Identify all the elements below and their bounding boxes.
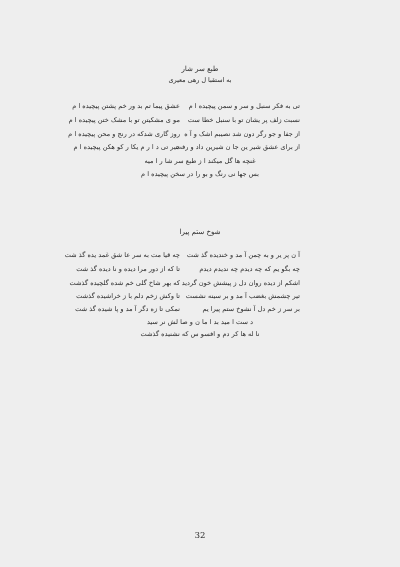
page-number: 32 — [194, 531, 206, 541]
poem1-closing-line: غنچه ها گل میکند ا ز طبع سر شا ر ا میه — [144, 157, 256, 165]
poem1-verse-right: تی به فکر سنبل و سر و سمن پیچیده ا م — [188, 102, 300, 110]
poem2-verse-left: تا وکش زخم دلم با ز خراشیده گذشت — [76, 292, 180, 300]
poem2-closing-line: د ست ا مید بد ا ما ن و صا لش نر سید — [146, 318, 254, 326]
poem2-verse-right: چه بگو یم که چه دیدم چه ندیدم دیدم — [199, 265, 300, 273]
poem1-title: طبع سر شار — [181, 65, 219, 73]
poem2-verse-right: بر سر ز خم دل آ نشوخ ستم پیرا یم — [202, 305, 300, 313]
poem2-closing-line: نا له ها کر دم و افسو س که نشنیده گذشت — [140, 330, 260, 338]
poem2-title: شوخ ستم پیرا — [179, 228, 221, 236]
poem1-verse-left: مو ی مشکیتن تو با مشک ختن پیچیده ا م — [68, 116, 180, 124]
poem1-verse-left: حیر تی د ا ر م یکا ر کو هکن پیچیده ا م — [73, 143, 180, 151]
poem2-verse-left: چه قیا مت به سر عا شق غمد یده گذ شت — [64, 251, 180, 259]
poem2-verse-left: نمکی تا زه دگر آ مد و پا شیده گذ شت — [75, 305, 180, 313]
poem1-verse-right: از جفا و جو رگر دون شد نصیبم اشک و آ ه — [184, 130, 300, 138]
poem1-subtitle: به استقبا ل رهی معیری — [168, 76, 232, 84]
poem2-verse-right: اشکم از دیده روان دل ز پیشش خون گردید — [181, 279, 300, 287]
poem2-verse-left: تا که از دور مرا دیده و نا دیده گذ شت — [76, 265, 180, 273]
poem1-verse-left: روز گاری شدکه در رنج و محن پیچیده ا م — [68, 130, 180, 138]
poem1-closing-line: بس جها نی رنگ و بو را در سخن پیچیده ا م — [141, 170, 259, 178]
poem1-verse-left: عشق پیما تم بد ور خم پشتن پیچیده ا م — [72, 102, 180, 110]
poem2-verse-left: که بهر شاخ گلی خم شده گلچیده گذشت — [69, 279, 180, 287]
poem1-verse-right: از برای عشق شیر ین جا ن شیرین داد و رفت — [175, 143, 300, 151]
poem2-verse-right: آ ن پر یر و به چمن آ مد و خندیده گذ شت — [186, 251, 300, 259]
poem2-verse-right: تیر چشمش بغضب آ مد و بر سینه نشست — [185, 292, 300, 300]
poem1-verse-right: نسبت زلف پر یشان تو با سنبل خطا ست — [187, 116, 300, 124]
